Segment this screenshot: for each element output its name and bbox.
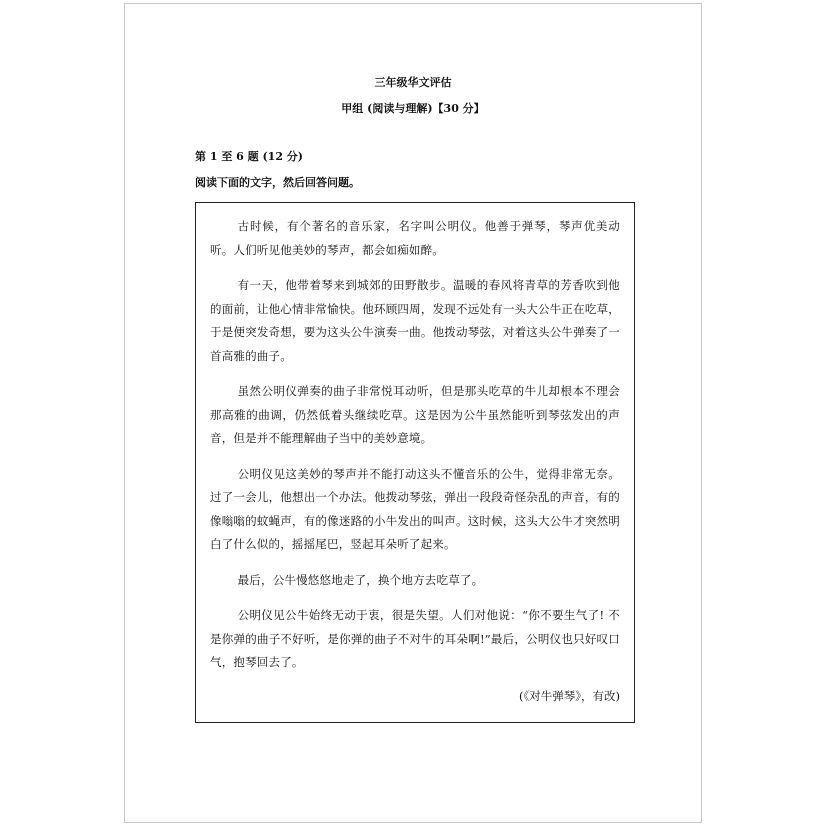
passage-paragraph-1: 古时候，有个著名的音乐家，名字叫公明仪。他善于弹琴，琴声优美动听。人们听见他美妙的琴声，都会如痴如醉。: [210, 219, 620, 257]
document-page: [124, 3, 702, 823]
passage-paragraph-3: 虽然公明仪弹奏的曲子非常悦耳动听，但是那头吃草的牛儿却根本不理会那高雅的曲调，仍然低着头继续吃草。这是因为公牛虽然能听到琴弦发出的声音，但是并不能理解曲子当中的美妙意境。: [210, 384, 620, 445]
passage-paragraph-5: 最后，公牛慢悠悠地走了，换个地方去吃草了。: [237, 572, 484, 587]
section-title: 甲组 (阅读与理解)【30 分】: [341, 102, 485, 115]
page-title: 三年级华文评估: [374, 76, 452, 89]
reading-passage-box: [195, 202, 635, 723]
passage-paragraph-4: 公明仪见这美妙的琴声并不能打动这头不懂音乐的公牛，觉得非常无奈。过了一会儿，他想出一个办法。他拨动琴弦，弹出一段段奇怪杂乱的声音，有的像嗡嗡的蚊蝇声，有的像迷路的小牛发出的叫声。这时候，这头大公牛才突然明白了什么似的，摇摇尾巴，竖起耳朵听了起来。: [210, 466, 620, 551]
passage-paragraph-2: 有一天，他带着琴来到城郊的田野散步。温暖的春风将青草的芳香吹到他的面前，让他心情非常愉快。他环顾四周，发现不远处有一头大公牛正在吃草，于是便突发奇想，要为这头公牛演奏一曲。他拨动琴弦，对着这头公牛弹奏了一首高雅的曲子。: [210, 278, 620, 363]
passage-source: (《对牛弹琴》，有改): [519, 688, 620, 703]
question-instruction: 阅读下面的文字，然后回答问题。: [195, 176, 360, 189]
question-range: 第 1 至 6 题 (12 分): [195, 150, 304, 163]
passage-paragraph-6: 公明仪见公牛始终无动于衷，很是失望。人们对他说：“你不要生气了! 不是你弹的曲子不好听，是你弹的曲子不对牛的耳朵啊!”最后，公明仪也只好叹口气，抱琴回去了。: [210, 608, 620, 669]
